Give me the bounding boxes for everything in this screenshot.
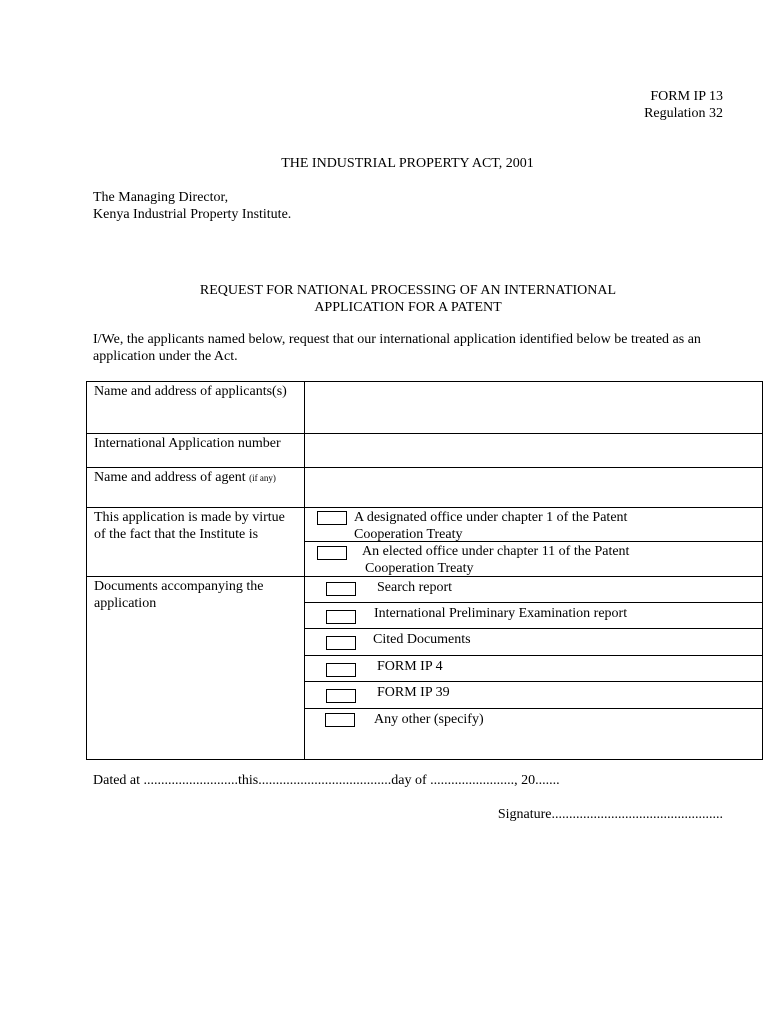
- applicants-field[interactable]: [305, 382, 763, 434]
- elected-office-line-2: Cooperation Treaty: [365, 561, 474, 576]
- form-ip4-text: FORM IP 4: [377, 659, 443, 674]
- form-header: [644, 88, 723, 122]
- iper-text: International Preliminary Examination report: [374, 606, 628, 621]
- agent-field[interactable]: [305, 468, 763, 508]
- intro-paragraph: I/We, the applicants named below, request that our international application identified below be treated as an application under the Act.: [93, 332, 701, 364]
- regulation-number: Regulation 32: [644, 106, 723, 121]
- virtue-label: This application is made by virtue of the fact that the Institute is: [87, 508, 305, 577]
- document-option-form-ip4: [305, 656, 762, 682]
- signature-line[interactable]: Signature.................................................: [497, 807, 723, 822]
- cited-documents-text: Cited Documents: [373, 632, 471, 647]
- designated-office-text: [354, 509, 627, 543]
- table-row-virtue: [87, 508, 763, 577]
- any-other-checkbox[interactable]: [325, 713, 355, 727]
- document-option-form-ip39: [305, 682, 762, 709]
- addressee-line-1: The Managing Director,: [93, 190, 229, 205]
- document-option-search-report: [305, 577, 762, 603]
- addressee: [93, 189, 291, 223]
- document-option-other: [305, 709, 762, 759]
- agent-label-note: (if any): [249, 473, 276, 483]
- search-report-checkbox[interactable]: [326, 582, 356, 596]
- document-option-cited: [305, 629, 762, 656]
- dated-line[interactable]: Dated at ...........................this......................................day of ........................, 20.......: [93, 773, 560, 788]
- document-option-iper: [305, 603, 762, 629]
- application-table: [86, 381, 763, 760]
- intl-app-label: International Application number: [87, 434, 305, 468]
- designated-office-line-1: A designated office under chapter 1 of the Patent: [354, 510, 628, 525]
- any-other-text: Any other (specify): [374, 712, 484, 727]
- designated-office-line-2: Cooperation Treaty: [354, 527, 463, 542]
- form-number: FORM IP 13: [650, 89, 723, 104]
- documents-label: Documents accompanying the application: [87, 577, 305, 760]
- table-row-intl-app: [87, 434, 763, 468]
- intl-app-field[interactable]: [305, 434, 763, 468]
- form-ip39-text: FORM IP 39: [377, 685, 450, 700]
- agent-label-cell: [87, 468, 305, 508]
- virtue-option-designated: [305, 508, 762, 542]
- iper-checkbox[interactable]: [326, 610, 356, 624]
- table-row-agent: [87, 468, 763, 508]
- addressee-line-2: Kenya Industrial Property Institute.: [93, 207, 292, 222]
- virtue-option-elected: [305, 542, 762, 576]
- virtue-options: [305, 508, 763, 577]
- document-options: [305, 577, 763, 760]
- search-report-text: Search report: [377, 580, 453, 595]
- request-title-line-1: REQUEST FOR NATIONAL PROCESSING OF AN INTERNATIONAL: [199, 283, 617, 298]
- designated-office-checkbox[interactable]: [317, 511, 347, 525]
- applicants-label: Name and address of applicants(s): [87, 382, 305, 434]
- request-title-line-2: APPLICATION FOR A PATENT: [314, 300, 502, 315]
- table-row-applicants: [87, 382, 763, 434]
- form-ip4-checkbox[interactable]: [326, 663, 356, 677]
- cited-documents-checkbox[interactable]: [326, 636, 356, 650]
- form-ip39-checkbox[interactable]: [326, 689, 356, 703]
- agent-label: Name and address of agent: [94, 470, 246, 485]
- request-title: [150, 282, 666, 316]
- table-row-documents: [87, 577, 763, 760]
- act-title: THE INDUSTRIAL PROPERTY ACT, 2001: [281, 156, 534, 171]
- elected-office-line-1: An elected office under chapter 11 of the Patent: [362, 544, 630, 559]
- elected-office-checkbox[interactable]: [317, 546, 347, 560]
- elected-office-text: [362, 543, 629, 577]
